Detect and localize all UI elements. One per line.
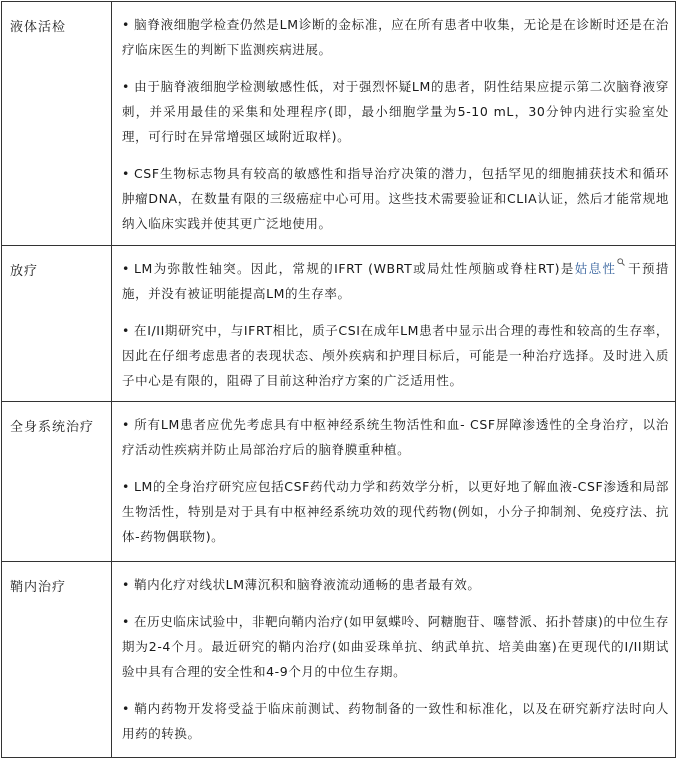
- row-content: [112, 246, 676, 402]
- bullet-point: •: [122, 417, 130, 432]
- list-item: [122, 318, 669, 393]
- row-content: [112, 402, 676, 562]
- list-item: [122, 609, 669, 684]
- list-item: [122, 256, 669, 306]
- search-icon[interactable]: [617, 249, 625, 257]
- bullet-text-after: 干预措施，并没有被证明能提高LM的生存率。: [122, 261, 669, 301]
- row-label: 液体活检: [2, 2, 112, 246]
- bullet-text: 在I/II期研究中，与IFRT相比，质子CSI在成年LM患者中显示出合理的毒性和较高的生存率，因此在仔细考虑患者的表现状态、颅外疾病和护理目标后，可能是一种治疗选择。及时进入质子中心是有限的，阻碍了目前这种治疗方案的广泛适用性。: [122, 323, 669, 388]
- row-label: 全身系统治疗: [2, 402, 112, 562]
- glossary-link[interactable]: 姑息性: [574, 261, 617, 276]
- table-row: [2, 402, 676, 562]
- bullet-point: •: [122, 701, 130, 716]
- list-item: [122, 696, 669, 746]
- list-item: [122, 12, 669, 62]
- list-item: [122, 161, 669, 236]
- bullet-point: •: [122, 577, 130, 592]
- table-row: [2, 246, 676, 402]
- bullet-point: •: [122, 479, 130, 494]
- bullet-point: •: [122, 79, 130, 94]
- bullet-text: 在历史临床试验中，非靶向鞘内治疗(如甲氨蝶呤、阿糖胞苷、噻替派、拓扑替康)的中位生存期为2-4个月。最近研究的鞘内治疗(如曲妥珠单抗、纳武单抗、培美曲塞)在更现代的I/II期试验中具有合理的安全性和4-9个月的中位生存期。: [122, 614, 669, 679]
- table-row: [2, 562, 676, 758]
- row-label: 放疗: [2, 246, 112, 402]
- table-row: [2, 2, 676, 246]
- row-content: [112, 562, 676, 758]
- list-item: [122, 474, 669, 549]
- list-item: [122, 412, 669, 462]
- bullet-point: •: [122, 261, 130, 276]
- bullet-point: •: [122, 17, 130, 32]
- bullet-text-before: LM为弥散性轴突。因此，常规的IFRT (WBRT或局灶性颅脑或脊柱RT)是: [133, 261, 575, 276]
- list-item: [122, 74, 669, 149]
- bullet-text: CSF生物标志物具有较高的敏感性和指导治疗决策的潜力，包括罕见的细胞捕获技术和循环肿瘤DNA，在数量有限的三级癌症中心可用。这些技术需要验证和CLIA认证，然后才能常规地纳入临床实践并使其更广泛地使用。: [122, 166, 669, 231]
- bullet-point: •: [122, 166, 130, 181]
- bullet-text: 所有LM患者应优先考虑具有中枢神经系统生物活性和血- CSF屏障渗透性的全身治疗，以治疗活动性疾病并防止局部治疗后的脑脊膜重种植。: [122, 417, 669, 457]
- row-content: [112, 2, 676, 246]
- bullet-text: 由于脑脊液细胞学检测敏感性低，对于强烈怀疑LM的患者，阴性结果应提示第二次脑脊液穿刺，并采用最佳的采集和处理程序(即，最小细胞学量为5-10 mL，30分钟内进行实验室处理，可行时在异常增强区域附近取样)。: [122, 79, 669, 144]
- bullet-text: 鞘内化疗对线状LM薄沉积和脑脊液流动通畅的患者最有效。: [133, 577, 481, 592]
- bullet-text: 鞘内药物开发将受益于临床前测试、药物制备的一致性和标准化，以及在研究新疗法时向人用药的转换。: [122, 701, 669, 741]
- bullet-text: 脑脊液细胞学检查仍然是LM诊断的金标准，应在所有患者中收集，无论是在诊断时还是在治疗临床医生的判断下监测疾病进展。: [122, 17, 669, 57]
- bullet-point: •: [122, 323, 130, 338]
- bullet-point: •: [122, 614, 130, 629]
- list-item: [122, 572, 669, 597]
- guideline-table: [1, 1, 676, 758]
- bullet-text: LM的全身治疗研究应包括CSF药代动力学和药效学分析，以更好地了解血液-CSF渗透和局部生物活性，特别是对于具有中枢神经系统功效的现代药物(例如，小分子抑制剂、免疫疗法、抗体-药物偶联物)。: [122, 479, 669, 544]
- row-label: 鞘内治疗: [2, 562, 112, 758]
